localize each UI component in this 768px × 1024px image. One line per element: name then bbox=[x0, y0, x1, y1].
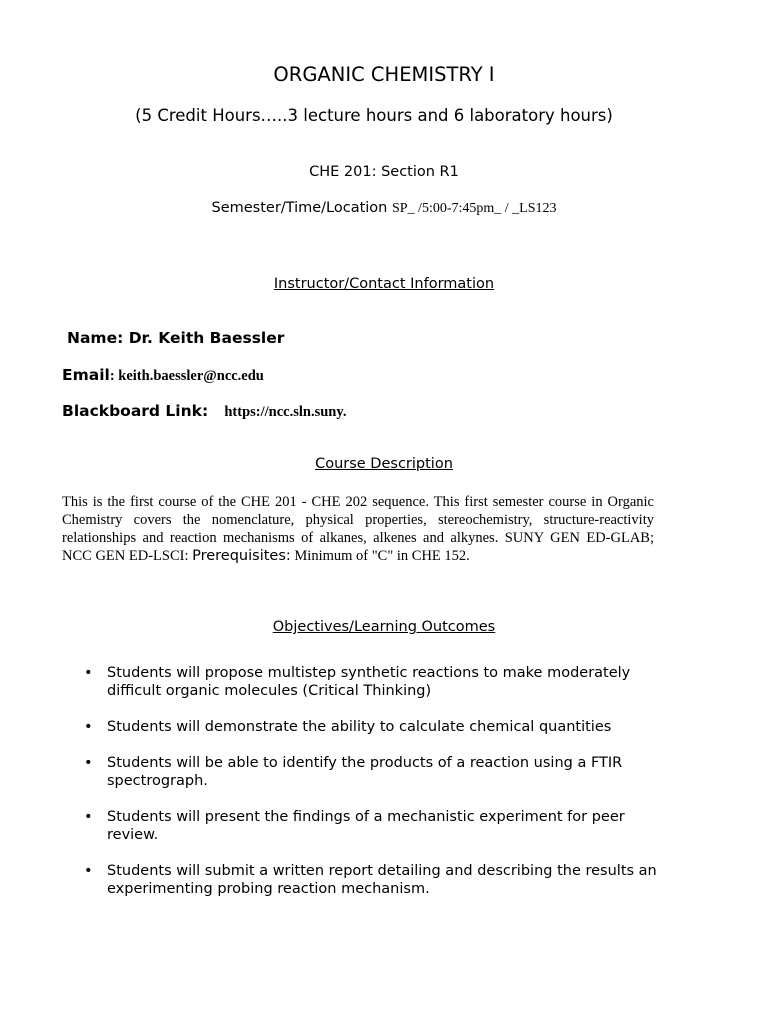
description-text: This is the first course of the CHE 201 - CHE 202 sequence. This first semester course in Organic Chemistry covers the nomenclature, physical properties, stereochemistry, structure-reactivity relationships and reaction mechanisms of alkanes, alkenes and alkynes. SUNY GEN ED-GLAB; NCC GEN ED-LSCI: bbox=[62, 494, 654, 564]
credit-hours: (5 Credit Hours…..3 lecture hours and 6 laboratory hours) bbox=[135, 106, 613, 125]
bullet-icon: • bbox=[84, 665, 93, 681]
objectives-list bbox=[62, 664, 662, 916]
objective-text: Students will propose multistep synthetic reactions to make moderately difficult organic molecules (Critical Thinking) bbox=[107, 665, 631, 699]
course-description bbox=[62, 493, 654, 565]
list-item bbox=[62, 808, 662, 844]
bullet-icon: • bbox=[84, 719, 93, 735]
objective-text: Students will submit a written report detailing and describing the results an experimenting probing reaction mechanism. bbox=[107, 863, 657, 897]
bullet-icon: • bbox=[84, 863, 93, 879]
list-item bbox=[62, 754, 662, 790]
blackboard-line bbox=[62, 402, 346, 421]
bullet-icon: • bbox=[84, 755, 93, 771]
bullet-icon: • bbox=[84, 809, 93, 825]
prerequisites-value: Minimum of "C" in CHE 152. bbox=[290, 548, 470, 564]
instructor-heading: Instructor/Contact Information bbox=[273, 276, 495, 292]
semester-value: SP_ /5:00-7:45pm_ / _LS123 bbox=[391, 201, 557, 216]
objective-text: Students will demonstrate the ability to calculate chemical quantities bbox=[107, 719, 612, 735]
semester-label: Semester/Time/Location bbox=[211, 200, 392, 216]
semester-line bbox=[0, 200, 768, 217]
email-line bbox=[62, 366, 264, 385]
list-item bbox=[62, 718, 662, 736]
email-value: : keith.baessler@ncc.edu bbox=[109, 368, 264, 384]
objective-text: Students will present the findings of a mechanistic experiment for peer review. bbox=[107, 809, 625, 843]
list-item bbox=[62, 862, 662, 898]
list-item bbox=[62, 664, 662, 700]
blackboard-label: Blackboard Link: bbox=[62, 402, 209, 420]
email-label: Email bbox=[62, 366, 110, 384]
instructor-name: Name: Dr. Keith Baessler bbox=[67, 329, 285, 347]
course-description-heading: Course Description bbox=[315, 456, 453, 472]
objective-text: Students will be able to identify the products of a reaction using a FTIR spectrograph. bbox=[107, 755, 623, 789]
course-code: CHE 201: Section R1 bbox=[309, 164, 459, 180]
prerequisites-label: Prerequisites: bbox=[192, 548, 291, 564]
blackboard-link: https://ncc.sln.suny. bbox=[224, 404, 347, 420]
document-title: ORGANIC CHEMISTRY I bbox=[273, 63, 495, 86]
objectives-heading: Objectives/Learning Outcomes bbox=[272, 619, 496, 635]
